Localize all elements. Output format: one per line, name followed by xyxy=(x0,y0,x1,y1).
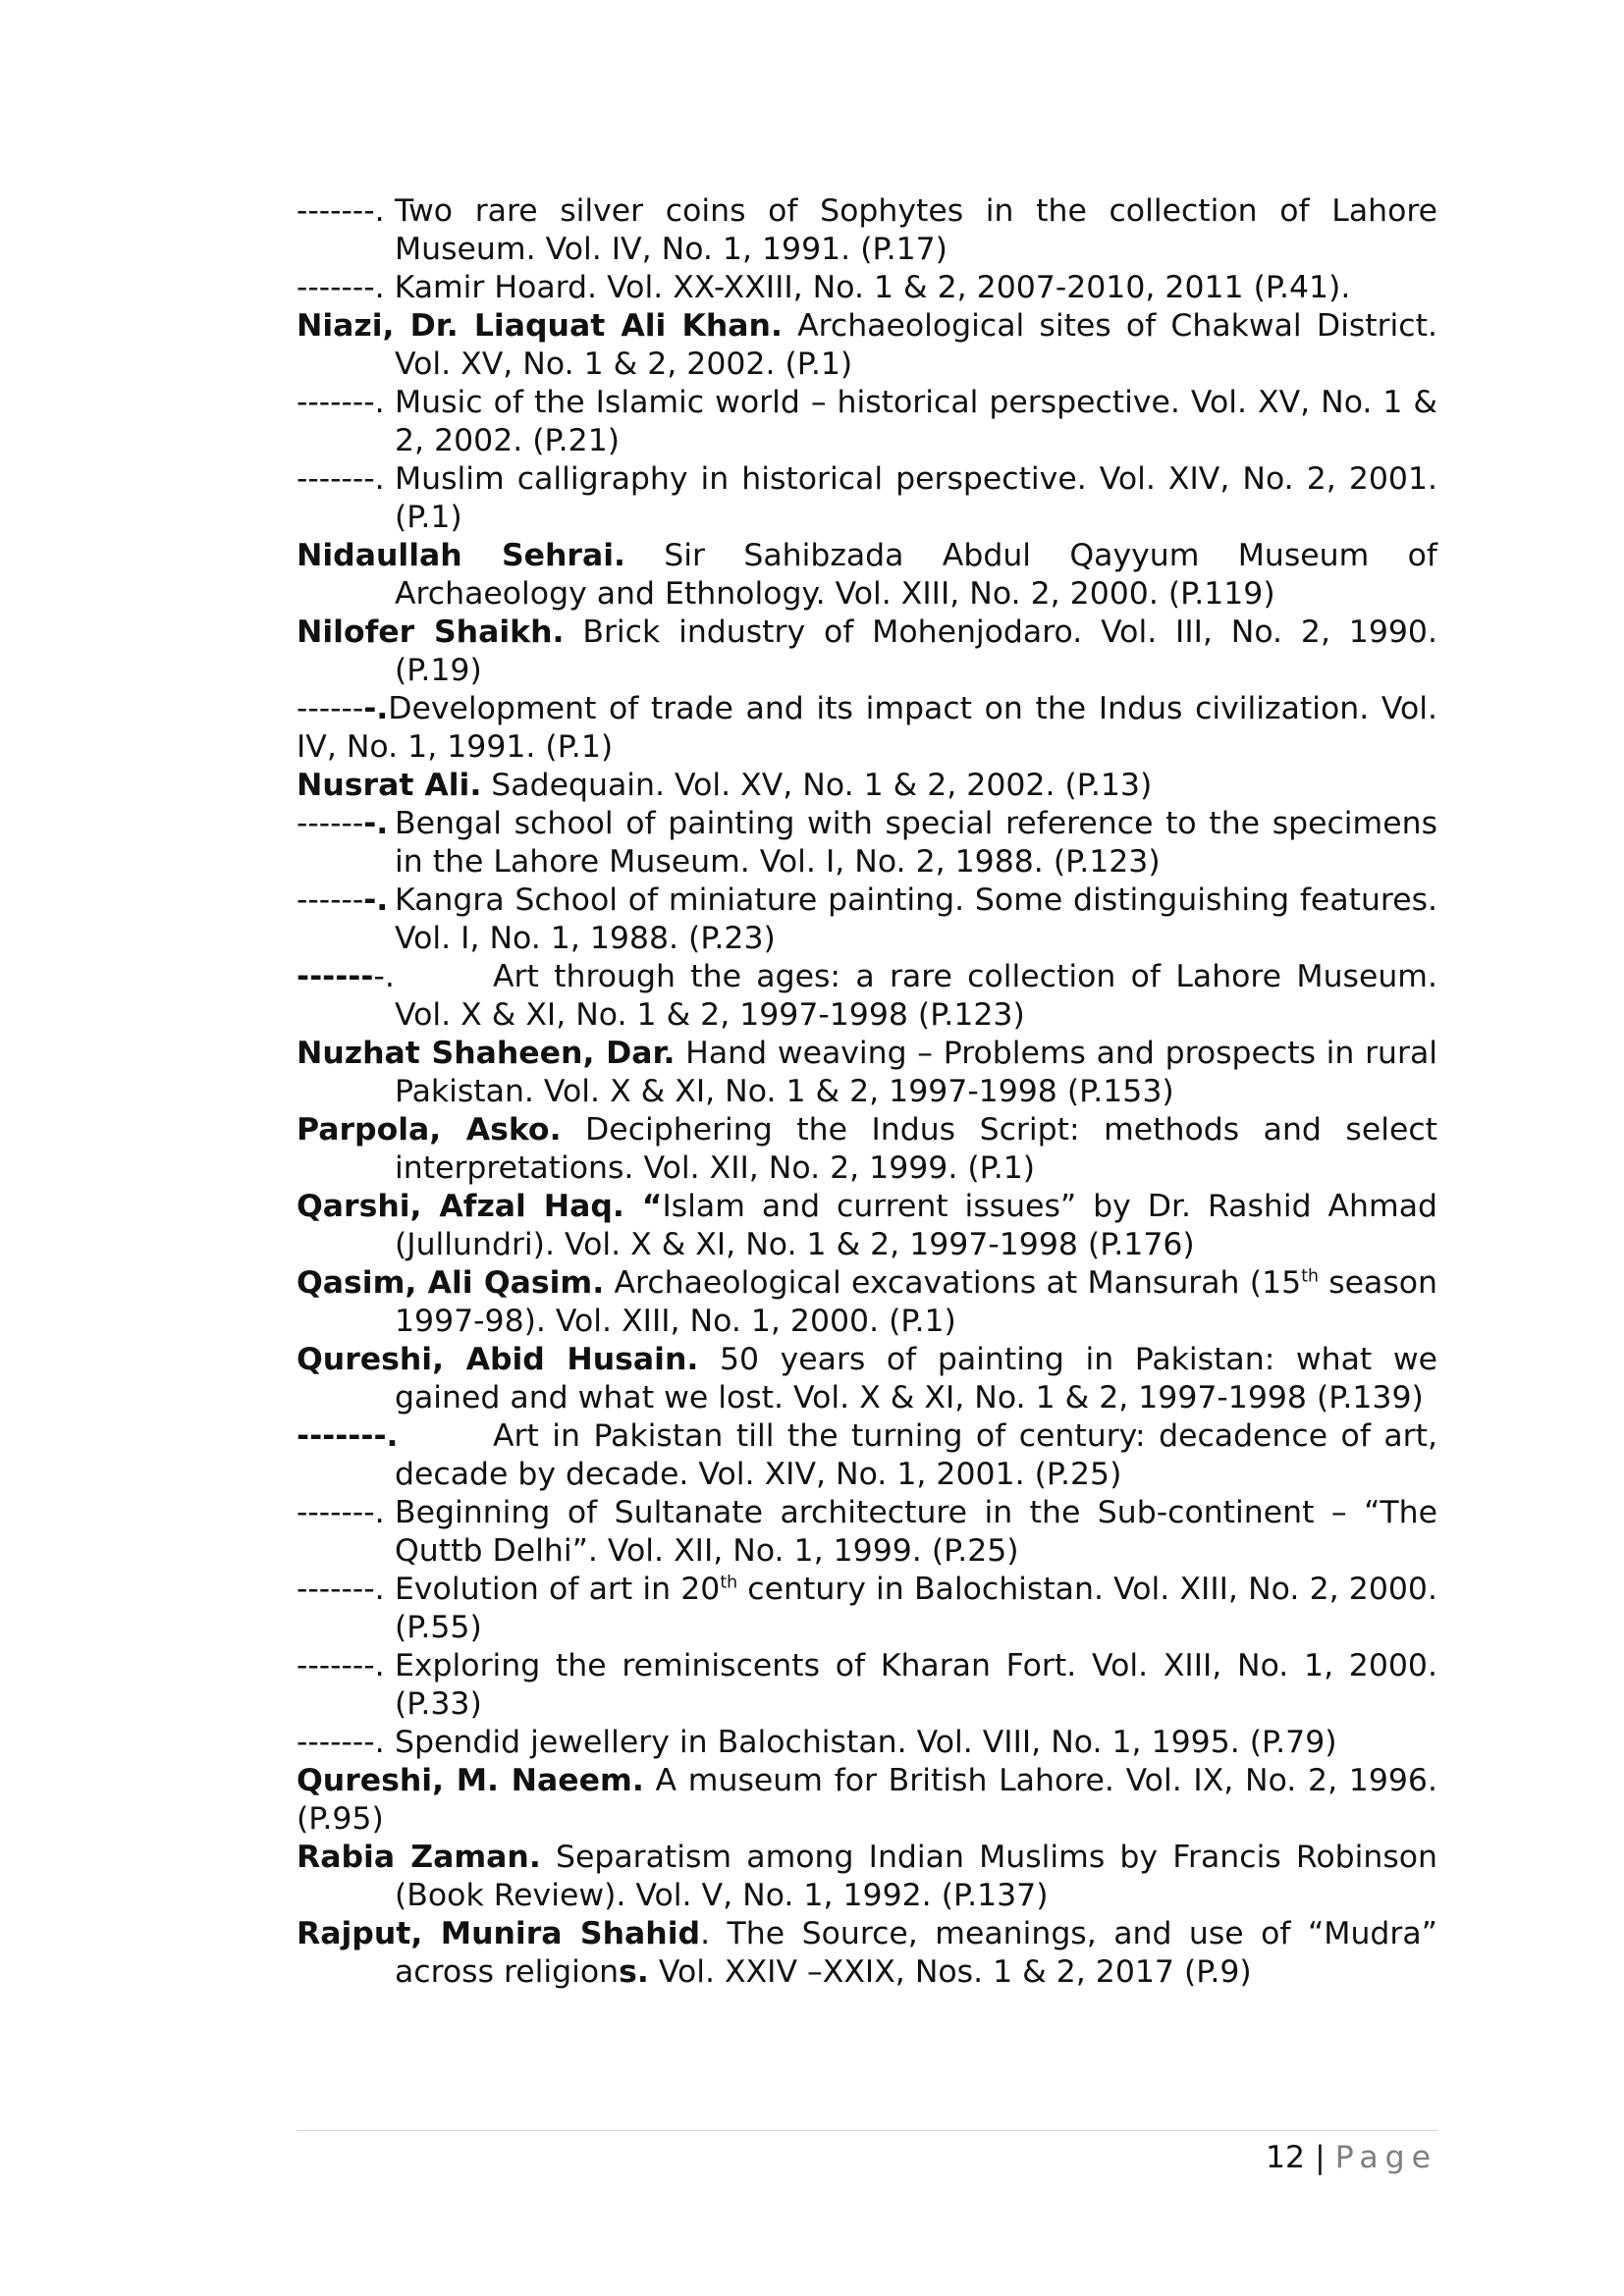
entry-dash-bold: -. xyxy=(363,806,389,841)
entry-dash: -------. xyxy=(297,270,395,305)
entry-dash-bold: ------ xyxy=(297,959,374,994)
page-label: Page xyxy=(1334,2140,1437,2175)
entry-author: Qasim, Ali Qasim. xyxy=(297,1265,605,1301)
entry-superscript: th xyxy=(1301,1266,1319,1287)
entry-text: Music of the Islamic world – historical perspective. Vol. XV, No. 1 & 2, 2002. (P.21) xyxy=(395,385,1437,458)
entry-text: Art in Pakistan till the turning of century: decadence of art, decade by decade. Vol. XIV, No. 1, 2001. (P.25) xyxy=(395,1418,1437,1492)
entry-author: Nuzhat Shaheen, Dar. xyxy=(297,1036,676,1071)
entry-text: A museum for British Lahore. Vol. IX, No. 2, 1996. (P.95) xyxy=(297,1763,1437,1837)
entry-dash-bold: -. xyxy=(363,691,389,726)
entry xyxy=(297,1035,1437,1111)
entry-dash-group xyxy=(297,1417,493,1456)
entry-text: Hand weaving – Problems and prospects in rural Pakistan. Vol. X & XI, No. 1 & 2, 1997-1998 (P.153) xyxy=(395,1036,1437,1109)
bibliography-list xyxy=(297,192,1437,1992)
entry-dash-bold: -------. xyxy=(297,1418,399,1454)
entry-dash-group xyxy=(297,881,395,920)
entry-author: Qureshi, Abid Husain. xyxy=(297,1342,699,1377)
entry-dash-bold: -. xyxy=(363,882,389,918)
entry xyxy=(297,958,1437,1035)
entry xyxy=(297,1111,1437,1188)
entry-author: Niazi, Dr. Liaquat Ali Khan. xyxy=(297,308,783,344)
entry xyxy=(297,690,1437,767)
entry-author: Nusrat Ali. xyxy=(297,768,482,803)
entry xyxy=(297,805,1437,881)
entry-dash: ------ xyxy=(297,806,364,841)
entry-dash: -------. xyxy=(297,193,385,229)
entry-text: Beginning of Sultanate architecture in the Sub-continent – “The Quttb Delhi”. Vol. XII, No. 1, 1999. (P.25) xyxy=(395,1495,1437,1569)
entry-text: Archaeological excavations at Mansurah (15 xyxy=(604,1265,1302,1301)
entry-text: Archaeological sites of Chakwal District. Vol. XV, No. 1 & 2, 2002. (P.1) xyxy=(395,308,1437,382)
entry-text: Two rare silver coins of Sophytes in the collection of Lahore Museum. Vol. IV, No. 1, 1991. (P.17) xyxy=(395,193,1437,267)
entry-text: Exploring the reminiscents of Kharan Fort. Vol. XIII, No. 1, 2000. (P.33) xyxy=(395,1648,1437,1722)
entry-dash-group xyxy=(297,805,395,843)
entry-text-after: century in Balochistan. Vol. XIII, No. 2, 2000. (P.55) xyxy=(395,1572,1437,1645)
entry-dash: -------. xyxy=(297,1648,385,1683)
entry-text: Deciphering the Indus Script: methods and select interpretations. Vol. XII, No. 2, 1999. (P.1) xyxy=(395,1112,1437,1186)
entry xyxy=(297,1188,1437,1264)
entry-author: Parpola, Asko. xyxy=(297,1112,562,1148)
entry-text: Sir Sahibzada Abdul Qayyum Museum of Archaeology and Ethnology. Vol. XIII, No. 2, 2000. (P.119) xyxy=(395,538,1437,612)
entry-text: . The Source, meanings, and use of “Mudra” across religion xyxy=(395,1916,1437,1990)
entry-text: Islam and current issues” by Dr. Rashid Ahmad (Jullundri). Vol. X & XI, No. 1 & 2, 1997-1998 (P.176) xyxy=(395,1189,1437,1262)
entry xyxy=(297,1341,1437,1417)
entry-author: Qarshi, Afzal Haq. “ xyxy=(297,1189,663,1224)
entry-text: Kangra School of miniature painting. Some distinguishing features. Vol. I, No. 1, 1988. (P.23) xyxy=(395,882,1437,956)
entry-dash: -------. xyxy=(297,1725,385,1760)
entry xyxy=(297,192,1437,269)
entry-text: Spendid jewellery in Balochistan. Vol. VIII, No. 1, 1995. (P.79) xyxy=(395,1725,1337,1760)
entry-text-after: season 1997-98). Vol. XIII, No. 1, 2000. (P.1) xyxy=(395,1265,1437,1339)
entry-text: 50 years of painting in Pakistan: what we gained and what we lost. Vol. X & XI, No. 1 & 2, 1997-1998 (P.139) xyxy=(395,1342,1437,1415)
entry-dash: -------. xyxy=(297,1572,385,1607)
page-number: 12 xyxy=(1266,2140,1306,2175)
entry-text: Development of trade and its impact on the Indus civilization. Vol. IV, No. 1, 1991. (P.1) xyxy=(297,691,1437,765)
entry xyxy=(297,269,1437,307)
entry xyxy=(297,1762,1437,1839)
entry-dash-group xyxy=(297,958,493,996)
entry xyxy=(297,537,1437,614)
entry-dash: ------ xyxy=(297,882,364,918)
entry xyxy=(297,1915,1437,1992)
entry xyxy=(297,1417,1437,1494)
entry xyxy=(297,614,1437,690)
entry-text: Bengal school of painting with special reference to the specimens in the Lahore Museum. Vol. I, No. 2, 1988. (P.123) xyxy=(395,806,1437,880)
entry-text: Art through the ages: a rare collection of Lahore Museum. Vol. X & XI, No. 1 & 2, 1997-1998 (P.123) xyxy=(395,959,1437,1033)
entry xyxy=(297,307,1437,384)
entry-text: Separatism among Indian Muslims by Francis Robinson (Book Review). Vol. V, No. 1, 1992. (P.137) xyxy=(395,1840,1438,1913)
entry xyxy=(297,1724,1437,1762)
footer-divider xyxy=(297,2130,1437,2131)
entry xyxy=(297,1571,1437,1647)
entry-text-after: Vol. XXIV –XXIX, Nos. 1 & 2, 2017 (P.9) xyxy=(648,1954,1252,1990)
entry-dash: -. xyxy=(373,959,395,994)
entry-author: Qureshi, M. Naeem. xyxy=(297,1763,644,1798)
entry-superscript: th xyxy=(720,1573,738,1593)
entry xyxy=(297,1839,1437,1915)
entry xyxy=(297,1264,1437,1341)
entry-text: Evolution of art in 20 xyxy=(395,1572,721,1607)
entry xyxy=(297,1647,1437,1724)
page-separator: | xyxy=(1305,2140,1335,2175)
entry-author: Nidaullah Sehrai. xyxy=(297,538,625,573)
entry-text: Muslim calligraphy in historical perspective. Vol. XIV, No. 2, 2001. (P.1) xyxy=(395,461,1437,535)
page-footer xyxy=(297,2138,1437,2177)
entry-dash: -------. xyxy=(297,1495,385,1530)
entry-author: Rabia Zaman. xyxy=(297,1840,541,1875)
entry xyxy=(297,881,1437,958)
entry-author: Nilofer Shaikh. xyxy=(297,614,565,650)
entry-dash: -------. xyxy=(297,385,385,420)
entry xyxy=(297,767,1437,805)
entry-dash: -------. xyxy=(297,461,385,497)
entry-text: Kamir Hoard. Vol. XX-XXIII, No. 1 & 2, 2007-2010, 2011 (P.41). xyxy=(394,270,1351,305)
entry-text: Brick industry of Mohenjodaro. Vol. III, No. 2, 1990. (P.19) xyxy=(395,614,1437,688)
entry-text: Sadequain. Vol. XV, No. 1 & 2, 2002. (P.13) xyxy=(481,768,1153,803)
entry-dash: ------ xyxy=(297,691,364,726)
entry xyxy=(297,384,1437,460)
entry xyxy=(297,1494,1437,1571)
entry-text-bold: s. xyxy=(619,1954,649,1990)
entry xyxy=(297,460,1437,537)
entry-author: Rajput, Munira Shahid xyxy=(297,1916,701,1951)
